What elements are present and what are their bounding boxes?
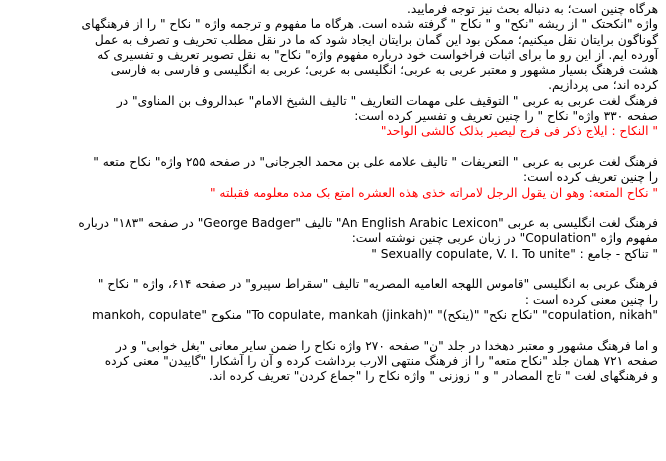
paragraph-gap bbox=[8, 201, 658, 216]
text-line: کرده اند؛ می پردازیم. bbox=[548, 78, 658, 93]
text-line: آورده ایم. از این رو ما برای اثبات فراخواست خود درباره مفهوم واژه" نکاح" به نقل تصویر تعریف و تفسیری که bbox=[97, 47, 658, 62]
text-line: مفهوم واژه "Copulation" در زبان عربی چنین نوشته است: bbox=[351, 231, 658, 246]
text-line: گوناگون برایتان نقل میکنیم؛ ممکن بود این گمان برایتان ایجاد شود که ما در نقل مطلب تحریف و تصرف به عمل bbox=[94, 32, 658, 47]
text-line: واژه "انکحتک " از ریشه "نکح" و " نکاح " گرفته شده است. هرگاه ما مفهوم و ترجمه واژه " نکاح " را از فرهنگهای bbox=[81, 17, 658, 32]
tarifat-paragraph bbox=[8, 155, 658, 201]
paragraph-gap bbox=[8, 323, 658, 338]
text-line: فرهنگ لغت عربی به عربی " التوقیف علی مهمات التعاریف " تالیف الشیخ الامام" عبدالروف بن المناوی" در bbox=[116, 93, 658, 108]
qamus-paragraph bbox=[8, 277, 658, 323]
text-line: هشت فرهنگ بسیار مشهور و معتبر عربی به عربی؛ انگلیسی به عربی؛ عربی به انگلیسی و فارسی به فارسی bbox=[110, 63, 658, 78]
tawqif-paragraph bbox=[8, 94, 658, 140]
text-line: و فرهنگهای لغت " تاج المصادر " و " زوزنی " واژه نکاح را "جماع کردن" تعریف کرده اند. bbox=[208, 369, 658, 384]
text-line: صفحه ۳۳۰ واژه" نکاح " را چنین تعریف و تفسیر کرده است: bbox=[354, 109, 658, 124]
paragraph-gap bbox=[8, 262, 658, 277]
lexicon-paragraph bbox=[8, 216, 658, 262]
text-line: را چنین معنی کرده است : bbox=[524, 292, 658, 307]
quote-line: " نکاح المتعه: وهو ان یقول الرجل لامراته خذی هذه العشره امتع بک مده معلومه فقبلته " bbox=[209, 185, 658, 200]
text-line: "copulation, nikah" "نکاح نکح" "(ینکح)" "To copulate, mankah (jinkah)" منکوح "mankoh, copulate bbox=[92, 307, 658, 322]
text-line: هرگاه چنین است؛ به دنباله بحث نیز توجه فرمایید. bbox=[407, 2, 658, 16]
quote-line: " النکاح : ایلاج ذکر فی فرج لیصیر بذلک کالشی الواحد" bbox=[380, 124, 658, 139]
intro-paragraph bbox=[8, 2, 658, 94]
dehkhoda-paragraph bbox=[8, 339, 658, 385]
paragraph-gap bbox=[8, 140, 658, 155]
text-line: فرهنگ لغت عربی به عربی " التعریفات " تالیف علامه علی بن محمد الجرجانی" در صفحه ۲۵۵ واژه" نکاح متعه " bbox=[93, 154, 658, 169]
text-line: فرهنگ لغت انگلیسی به عربی "An English Arabic Lexicon" تالیف "George Badger" در صفحه "۱۸۳" درباره bbox=[78, 216, 658, 231]
text-line: صفحه ۷۲۱ همان جلد "نکاح متعه" را از فرهنگ منتهی الارب برداشت کرده و آن را آشکارا "گاییدن" معنی کرده bbox=[104, 353, 658, 368]
text-line: " تناکح - جامع : "Sexually copulate, V. I. To unite " bbox=[371, 246, 658, 261]
text-line: را چنین تعریف کرده است: bbox=[523, 170, 658, 185]
text-line: و اما فرهنگ مشهور و معتبر دهخدا در جلد "ن" صفحه ۲۷۰ واژه نکاح را ضمن سایر معانی "بغل خوابی" و در bbox=[115, 338, 658, 353]
text-line: فرهنگ عربی به انگلیسی "قاموس اللهجه العامیه المصریه" تالیف "سقراط سپیرو" در صفحه ۶۱۴، واژه " نکاح " bbox=[97, 277, 658, 292]
